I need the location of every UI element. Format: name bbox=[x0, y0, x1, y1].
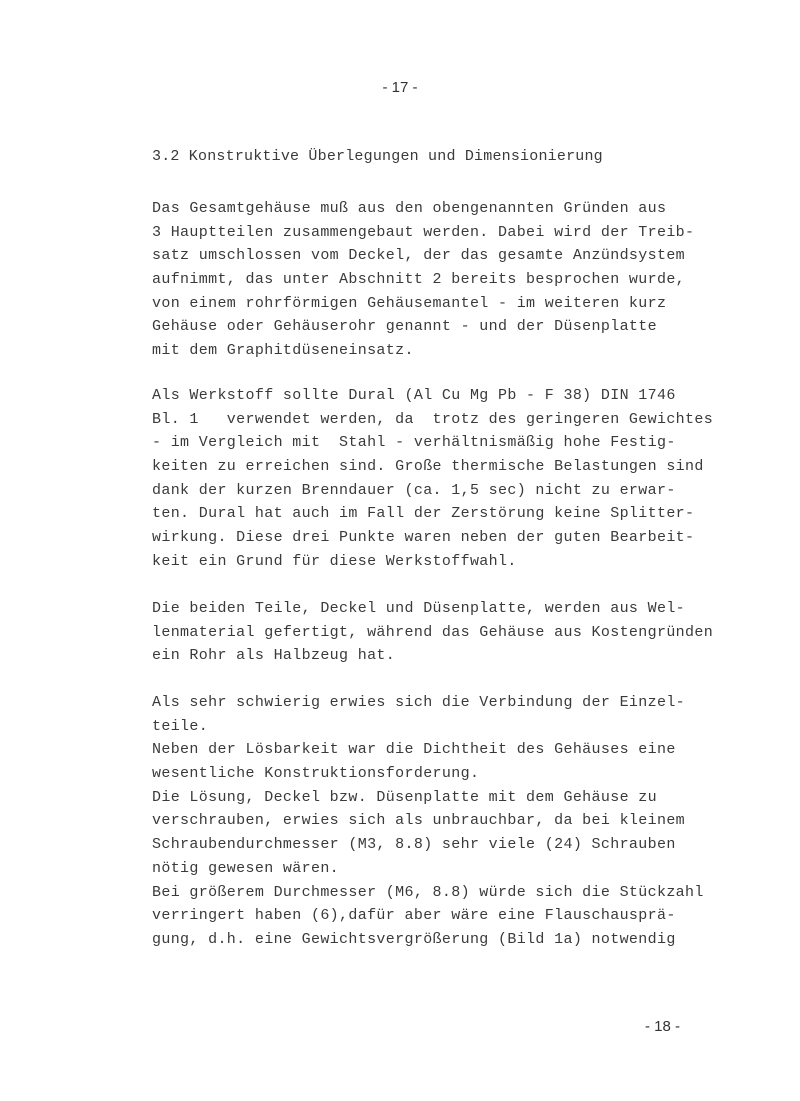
text-line: verringert haben (6),dafür aber wäre eine Flauschausprä- bbox=[152, 907, 676, 925]
text-line: lenmaterial gefertigt, während das Gehäuse aus Kostengründen bbox=[152, 623, 714, 641]
paragraph-manufacturing bbox=[152, 597, 713, 668]
text-line: verschrauben, erwies sich als unbrauchbar, da bei kleinem bbox=[152, 812, 686, 830]
page-number-top: - 17 - bbox=[382, 79, 418, 96]
paragraph-housing-parts bbox=[152, 197, 694, 363]
text-line: gung, d.h. eine Gewichtsvergrößerung (Bild 1a) notwendig bbox=[152, 930, 676, 948]
text-line: aufnimmt, das unter Abschnitt 2 bereits besprochen wurde, bbox=[152, 271, 686, 289]
text-line: Neben der Lösbarkeit war die Dichtheit des Gehäuses eine bbox=[152, 741, 676, 759]
text-line: Schraubendurchmesser (M3, 8.8) sehr viele (24) Schrauben bbox=[152, 836, 676, 854]
paragraph-connection bbox=[152, 691, 704, 952]
text-line: Bei größerem Durchmesser (M6, 8.8) würde sich die Stückzahl bbox=[152, 883, 704, 901]
text-line: dank der kurzen Brenndauer (ca. 1,5 sec) nicht zu erwar- bbox=[152, 481, 676, 499]
text-line: Als Werkstoff sollte Dural (Al Cu Mg Pb - F 38) DIN 1746 bbox=[152, 387, 676, 404]
section-heading: 3.2 Konstruktive Überlegungen und Dimensionierung bbox=[152, 148, 603, 165]
text-line: von einem rohrförmigen Gehäusemantel - im weiteren kurz bbox=[152, 294, 667, 312]
page-number-bottom: - 18 - bbox=[645, 1018, 681, 1035]
text-line: - im Vergleich mit Stahl - verhältnismäßig hohe Festig- bbox=[152, 434, 676, 452]
text-line: keiten zu erreichen sind. Große thermische Belastungen sind bbox=[152, 458, 704, 476]
text-line: Das Gesamtgehäuse muß aus den obengenannten Gründen aus bbox=[152, 200, 667, 217]
text-line: satz umschlossen vom Deckel, der das gesamte Anzündsystem bbox=[152, 247, 686, 265]
text-line: 3 Hauptteilen zusammengebaut werden. Dabei wird der Treib- bbox=[152, 223, 695, 241]
text-line: Die beiden Teile, Deckel und Düsenplatte, werden aus Wel- bbox=[152, 600, 686, 617]
text-line: wirkung. Diese drei Punkte waren neben der guten Bearbeit- bbox=[152, 529, 695, 547]
paragraph-material-choice bbox=[152, 384, 713, 574]
text-line: nötig gewesen wären. bbox=[152, 859, 340, 877]
text-line: Als sehr schwierig erwies sich die Verbindung der Einzel- bbox=[152, 694, 686, 711]
text-line: ten. Dural hat auch im Fall der Zerstörung keine Splitter- bbox=[152, 505, 695, 523]
text-line: wesentliche Konstruktionsforderung. bbox=[152, 765, 480, 783]
text-line: teile. bbox=[152, 717, 209, 735]
text-line: Bl. 1 verwendet werden, da trotz des geringeren Gewichtes bbox=[152, 410, 714, 428]
text-line: Gehäuse oder Gehäuserohr genannt - und der Düsenplatte bbox=[152, 318, 657, 336]
text-line: ein Rohr als Halbzeug hat. bbox=[152, 647, 396, 665]
text-line: keit ein Grund für diese Werkstoffwahl. bbox=[152, 552, 517, 570]
text-line: mit dem Graphitdüseneinsatz. bbox=[152, 342, 414, 360]
text-line: Die Lösung, Deckel bzw. Düsenplatte mit dem Gehäuse zu bbox=[152, 788, 657, 806]
